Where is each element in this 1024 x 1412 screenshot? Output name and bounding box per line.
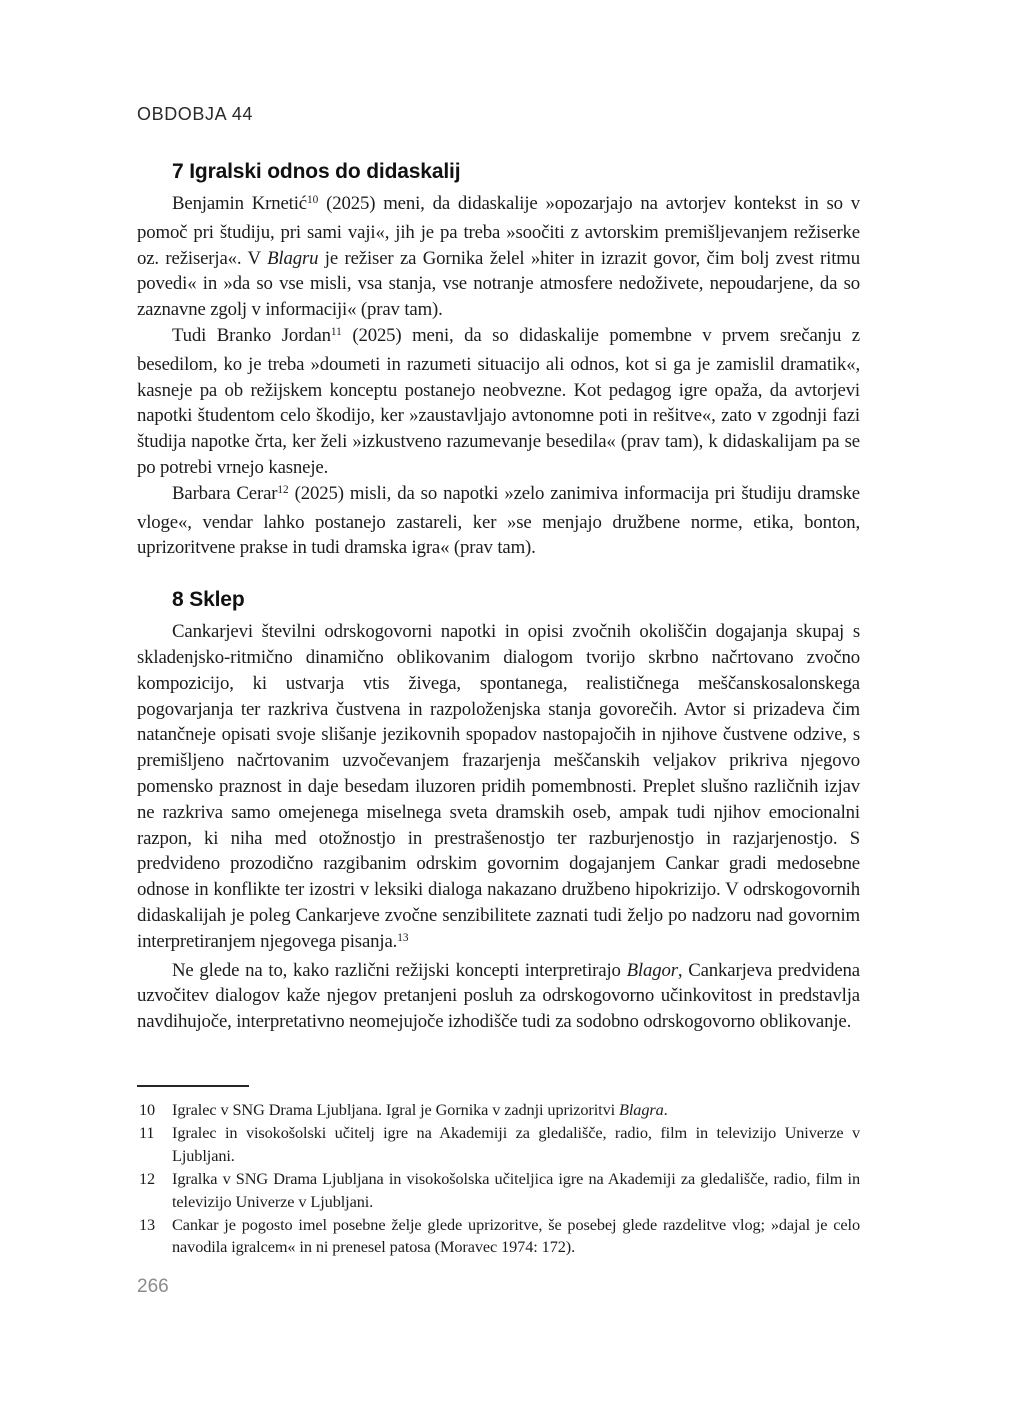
text-run: Cankar je pogosto imel posebne želje glede uprizoritve, še posebej glede razdelitve vlog; »dajal je celo navodila igralcem« in ni prenesel patosa (Moravec 1974: 172). [172, 1214, 860, 1257]
footnotes-block [137, 1085, 860, 1259]
text-run: (2025) misli, da so napotki »zelo zanimiva informacija pri študiju dramske vloge«, vendar lahko postanejo zastareli, ker »se menjajo družbene norme, etika, bonton, uprizoritvene prakse in tudi dramska igra« (prav tam). [137, 482, 860, 559]
paragraph [137, 619, 860, 957]
footnote-item [137, 1168, 860, 1214]
footnote-list [137, 1099, 860, 1259]
section-heading: 8 Sklep [172, 588, 245, 612]
footnote-ref: 12 [277, 484, 289, 497]
text-run: , Cankarjeva predvidena uzvočitev dialogov kaže njegov pretanjeni posluh za odrskogovorno učinkovitost in predstavlja navdihujoče, interpretativno neomejujoče izhodišče tudi za sodobno odrskogovorno oblikovanje. [137, 959, 860, 1033]
footnote-number: 12 [139, 1168, 156, 1188]
footnote-ref: 11 [330, 326, 342, 339]
text-run: Igralec v SNG Drama Ljubljana. Igral je Gornika v zadnji uprizoritvi [172, 1100, 620, 1119]
footnote-ref: 13 [397, 932, 409, 945]
paragraph [137, 481, 860, 561]
text-run: . [663, 1100, 668, 1119]
footnote-ref: 10 [306, 194, 319, 207]
text-run: Igralec in visokošolski učitelj igre na Akademiji za gledališče, radio, film in televizijo Univerze v Ljubljani. [172, 1122, 860, 1165]
text-run: Igralka v SNG Drama Ljubljana in visokošolska učiteljica igre na Akademiji za gledališče, radio, film in televizijo Univerze v Ljubljani. [172, 1168, 860, 1211]
footnote-item [137, 1099, 860, 1122]
text-run: je režiser za Gornika želel »hiter in izrazit govor, čim bolj zvest ritmu povedi« in »da so vse misli, vsa stanja, vse notranje atmosfere nedoživete, nepoudarjene, da so zaznavne zgolj v informaciji« (prav tam). [137, 247, 860, 321]
text-run: Benjamin Krnetić [172, 193, 307, 214]
paragraph [137, 958, 860, 1035]
italic-title-text: Blagru [267, 247, 319, 269]
text-run: Ne glede na to, kako različni režijski koncepti interpretirajo [172, 959, 627, 981]
text-run: Cankarjevi številni odrskogovorni napotki in opisi zvočnih okoliščin dogajanja skupaj s skladenjsko-ritmično dinamično oblikovanim dialogom tvorijo skrbno načrtovano zvočno kompozicijo, ki ustvarja vtis živega, spontanega, realističnega meščanskosalonskega pogovarjanja ter razkriva čustvena in razpoloženjska stanja govorečih. Avtor si prizadeva čim natančneje opisati svoje slišanje jezikovnih spopadov nastopajočih in njihove čustvene odzive, s premišljeno načrtovanim uzvočevanjem frazarjenja meščanskih veljakov prikriva njegovo pomensko praznost in daje besedam iluzoren pridih pomembnosti. Preplet slušno različnih izjav ne razkriva samo omejenega miselnega sveta dramskih oseb, ampak tudi njihov emocionalni razpon, ki niha med otožnostjo in prestrašenostjo ter razburjenostjo in razjarjenostjo. S predvideno prozodično razgibanim odrskim govornim dogajanjem Cankar gradi medosebne odnose in konflikte ter izostri v leksiki dialoga nakazano družbeno hipokrizijo. V odrskogovornih didaskalijah je poleg Cankarjeve zvočne senzibilitete zaznati tudi željo po nadzoru nad govornim interpretiranjem njegovega pisanja. [137, 621, 860, 952]
footnote-separator-rule [137, 1085, 249, 1087]
italic-title-text: Blagor [626, 959, 678, 981]
paragraph [137, 323, 860, 481]
footnote-number: 13 [139, 1214, 156, 1234]
text-run: Tudi Branko Jordan [172, 324, 331, 346]
text-run: (2025) meni, da didaskalije »opozarjajo na avtorjev kontekst in so v pomoč pri študiju, pri sami vaji«, jih je pa treba »soočiti z avtorskim premišljevanjem režiserke oz. režiserja«. V [137, 193, 860, 269]
footnote-item [137, 1122, 860, 1168]
journal-header: OBDOBJA 44 [137, 104, 254, 124]
section-heading: 7 Igralski odnos do didaskalij [172, 160, 461, 183]
paragraph [137, 191, 860, 323]
footnote-number: 11 [139, 1122, 155, 1142]
article-body [137, 158, 860, 1035]
footnote-item [137, 1214, 860, 1260]
text-run: Barbara Cerar [172, 482, 278, 504]
text-run: (2025) meni, da so didaskalije pomembne v prvem srečanju z besedilom, ko je treba »doumeti in razumeti situacijo ali odnos, kot si ga je zamislil dramatik«, kasneje pa ob režijskem konceptu postanejo neobvezne. Kot pedagog igre opaža, da avtorjevi napotki študentom celo škodijo, ker »zaustavljajo avtonomne poti in rešitve«, zato v zgodnji fazi študija napotke črta, ker želi »izkustveno razumevanje besedila« (prav tam), k didaskalijam pa se po potrebi vrnejo kasneje. [137, 324, 860, 478]
italic-title-text: Blagra [619, 1100, 664, 1119]
footnote-number: 10 [139, 1100, 156, 1119]
page-number: 266 [137, 1276, 169, 1297]
